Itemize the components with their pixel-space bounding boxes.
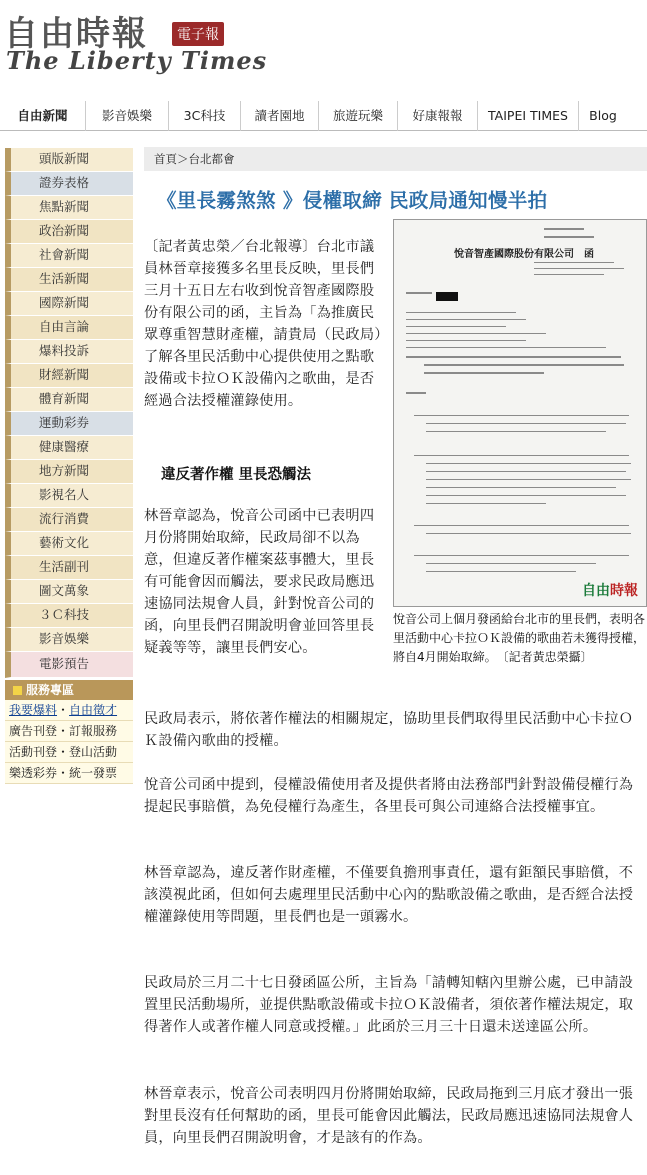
article-lead: 〔記者黃忠榮／台北報導〕台北市議員林晉章接獲多名里長反映，里長們三月十五日左右收到悅音智產國際股份有限公司的函，主旨為「為推廣民眾尊重智慧財產權，請貴局（民政局）了解各里民活動中心提供使用之點歌設備或卡拉ＯＫ設備內之歌曲，是否經過合法授權灌錄使用。 xyxy=(144,239,382,409)
watermark-stamp: 自由時報 xyxy=(582,583,638,599)
article-photo[interactable] xyxy=(393,219,647,607)
e-paper-tag: 電子報 xyxy=(172,22,224,46)
nav-item-travel[interactable]: 旅遊玩樂 xyxy=(319,101,398,131)
sidebar-item[interactable]: 影視名人 xyxy=(5,484,133,508)
sidebar-item[interactable]: 國際新聞 xyxy=(5,292,133,316)
breadcrumb-section[interactable]: 台北都會 xyxy=(188,152,235,166)
service-link[interactable]: 樂透彩券 xyxy=(9,766,58,780)
nav-item-blog[interactable]: Blog xyxy=(589,108,617,123)
sidebar-item[interactable]: 社會新聞 xyxy=(5,244,133,268)
sidebar xyxy=(5,148,133,784)
article-paragraph: 林晉章表示，悅音公司表明四月份將開始取締，民政局拖到三月底才發出一張對里長沒有任何幫助的函，里長可能會因此觸法，民政局應迅速協同法規會人員，向里長們召開說明會，才是該有的作為。 xyxy=(144,1086,634,1146)
sidebar-item[interactable]: 政治新聞 xyxy=(5,220,133,244)
breadcrumb-home[interactable]: 首頁 xyxy=(154,152,177,166)
sidebar-item[interactable]: 生活副刊 xyxy=(5,556,133,580)
sidebar-item[interactable]: 流行消費 xyxy=(5,508,133,532)
sidebar-item[interactable]: 自由言論 xyxy=(5,316,133,340)
article-subhead: 違反著作權 里長恐觸法 xyxy=(161,467,312,483)
photo-caption: 悅音公司上個月發函給台北市的里長們，表明各里活動中心卡拉ＯＫ設備的歌曲若未獲得授權，將自4月開始取締。 〔記者黃忠榮攝〕 xyxy=(393,612,646,664)
article-paragraph: 林晉章認為，悅音公司函中已表明四月份將開始取締，民政局卻不以為意，但違反著作權案茲事體大，里長有可能會因而觸法，要求民政局應迅速協同法規會人員，針對悅音公司的函，向里長們召開說明會並回答里長疑義等等，讓里長們安心。 xyxy=(144,508,375,656)
article-headline: 《里長霧煞煞 》侵權取締 民政局通知慢半拍 xyxy=(157,189,548,212)
sidebar-item[interactable]: 藝術文化 xyxy=(5,532,133,556)
sidebar-item[interactable]: 財經新聞 xyxy=(5,364,133,388)
service-link[interactable]: 登山活動 xyxy=(69,745,118,759)
sidebar-item[interactable]: 健康醫療 xyxy=(5,436,133,460)
sidebar-item[interactable]: 頭版新聞 xyxy=(5,148,133,172)
service-link[interactable]: 活動刊登 xyxy=(9,745,58,759)
sidebar-item[interactable]: 生活新聞 xyxy=(5,268,133,292)
nav-item-taipei-times[interactable]: TAIPEI TIMES xyxy=(478,101,579,131)
article-paragraph: 民政局於三月二十七日發函區公所，主旨為「請轉知轄內里辦公處，已申請設置里民活動場所，並提供點歌設備或卡拉ＯＫ設備者，須依著作權法規定，取得著作人或著作權人同意或授權。」此函於三月三十日還未送達區公所。 xyxy=(144,975,634,1035)
service-link[interactable]: 廣告刊登 xyxy=(9,724,58,738)
redaction-block xyxy=(436,292,458,301)
sidebar-item[interactable]: 證券表格 xyxy=(5,172,133,196)
square-icon xyxy=(13,686,22,695)
service-link[interactable]: 我要爆料 xyxy=(9,703,58,717)
nav-item-deals[interactable]: 好康報報 xyxy=(398,101,478,131)
service-row: 樂透彩券・統一發票 xyxy=(5,763,133,784)
service-row: 廣告刊登・訂報服務 xyxy=(5,721,133,742)
sidebar-item[interactable]: 影音娛樂 xyxy=(5,628,133,652)
service-link[interactable]: 訂報服務 xyxy=(69,724,118,738)
site-logo-english: The Liberty Times xyxy=(6,46,268,75)
sidebar-item[interactable]: 電影預告 xyxy=(5,652,133,678)
sidebar-item[interactable]: ３Ｃ科技 xyxy=(5,604,133,628)
main-nav xyxy=(0,101,647,131)
article-paragraph: 林晉章認為，違反著作財產權，不僅要負擔刑事責任，還有鉅額民事賠償，不該漠視此函，但如何去處理里民活動中心內的點歌設備之歌曲，是否經合法授權灌錄使用等問題，里長們也是一頭霧水。 xyxy=(144,865,634,925)
service-row: 我要爆料・自由徵才 xyxy=(5,700,133,721)
sidebar-item[interactable]: 爆料投訴 xyxy=(5,340,133,364)
nav-item-news[interactable]: 自由新聞 xyxy=(0,101,86,131)
service-row: 活動刊登・登山活動 xyxy=(5,742,133,763)
article-paragraph: 民政局表示，將依著作權法的相關規定，協助里長們取得里民活動中心卡拉ＯＫ設備內歌曲的授權。 xyxy=(144,711,634,749)
nav-item-entertainment[interactable]: 影音娛樂 xyxy=(86,101,169,131)
breadcrumb: 首頁＞台北都會 xyxy=(144,147,647,171)
sidebar-item[interactable]: 圖文萬象 xyxy=(5,580,133,604)
sidebar-item[interactable]: 體育新聞 xyxy=(5,388,133,412)
nav-item-3c[interactable]: 3C科技 xyxy=(169,101,241,131)
sidebar-item[interactable]: 地方新聞 xyxy=(5,460,133,484)
site-logo[interactable]: 自由時報 xyxy=(4,14,148,54)
sidebar-item[interactable]: 運動彩券 xyxy=(5,412,133,436)
service-section-title: 服務專區 xyxy=(5,680,133,700)
service-link[interactable]: 統一發票 xyxy=(69,766,118,780)
sidebar-item[interactable]: 焦點新聞 xyxy=(5,196,133,220)
document-title: 悅音智產國際股份有限公司 函 xyxy=(454,249,594,260)
service-link[interactable]: 自由徵才 xyxy=(69,703,118,717)
nav-item-readers[interactable]: 讀者園地 xyxy=(241,101,319,131)
masthead xyxy=(0,0,647,95)
article-paragraph: 悅音公司函中提到，侵權設備使用者及提供者將由法務部門針對設備侵權行為提起民事賠償，為免侵權行為產生，各里長可與公司連絡合法授權事宜。 xyxy=(144,777,634,815)
